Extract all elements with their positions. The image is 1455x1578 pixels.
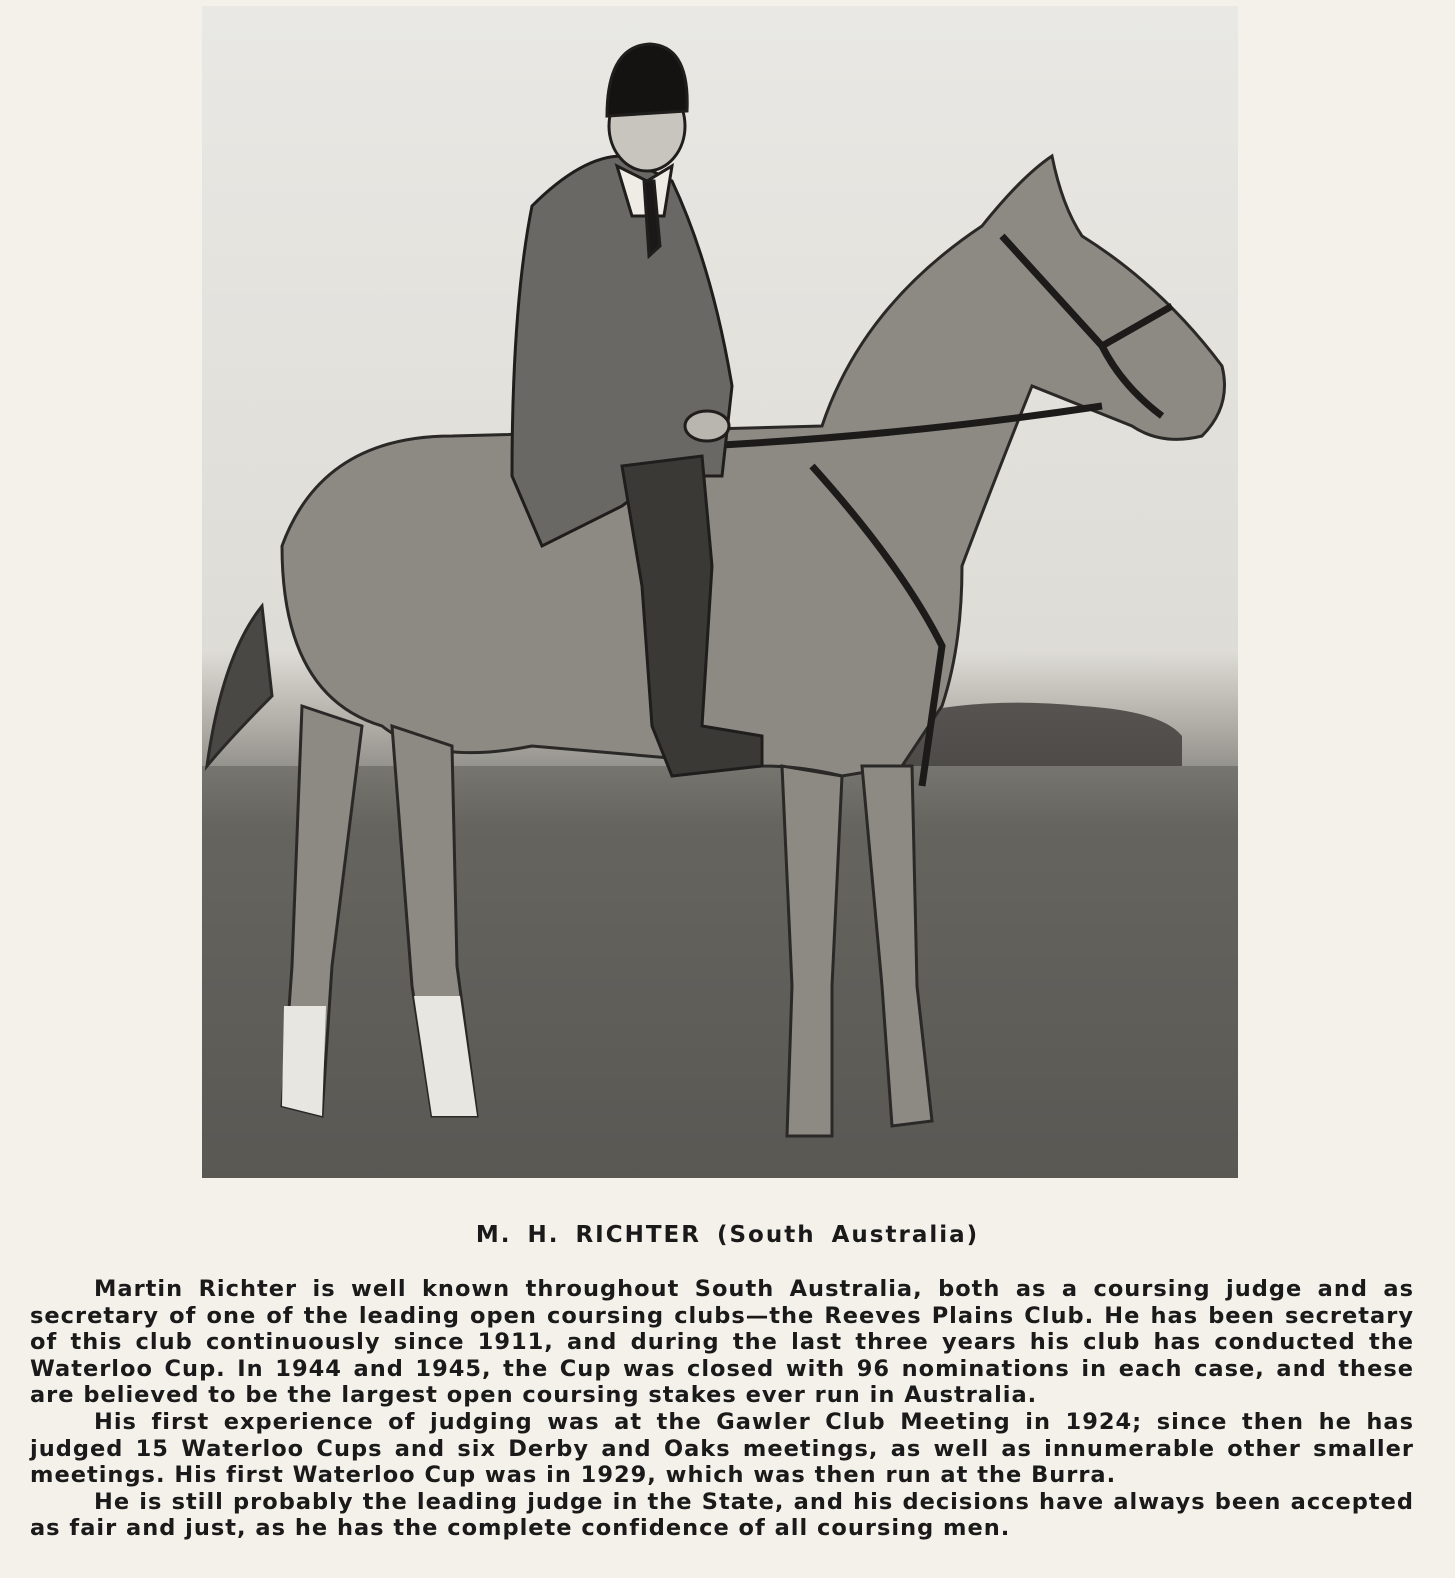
paragraph: He is still probably the leading judge in the State, and his decisions have always been accepted as fair and just, as he has the complete confidence of all coursing men. — [30, 1488, 1414, 1542]
caption-title: M. H. RICHTER (South Australia) — [475, 1222, 980, 1248]
biography-text — [30, 1276, 1414, 1542]
paragraph: Martin Richter is well known throughout South Australia, both as a coursing judge and as secretary of one of the leading open coursing clubs—the Reeves Plains Club. He has been secretary of this club continuously since 1911, and during the last three years his club has conducted the Waterloo Cup. In 1944 and 1945, the Cup was closed with 96 nominations in each case, and these are believed to be the largest open coursing stakes ever run in Australia. — [30, 1276, 1414, 1409]
horse-rider-photo — [202, 6, 1238, 1178]
photo-illustration — [202, 6, 1238, 1178]
paragraph: His first experience of judging was at the Gawler Club Meeting in 1924; since then he has judged 15 Waterloo Cups and six Derby and Oaks meetings, as well as innumerable other smaller meetings. His first Waterloo Cup was in 1929, which was then run at the Burra. — [30, 1408, 1414, 1489]
